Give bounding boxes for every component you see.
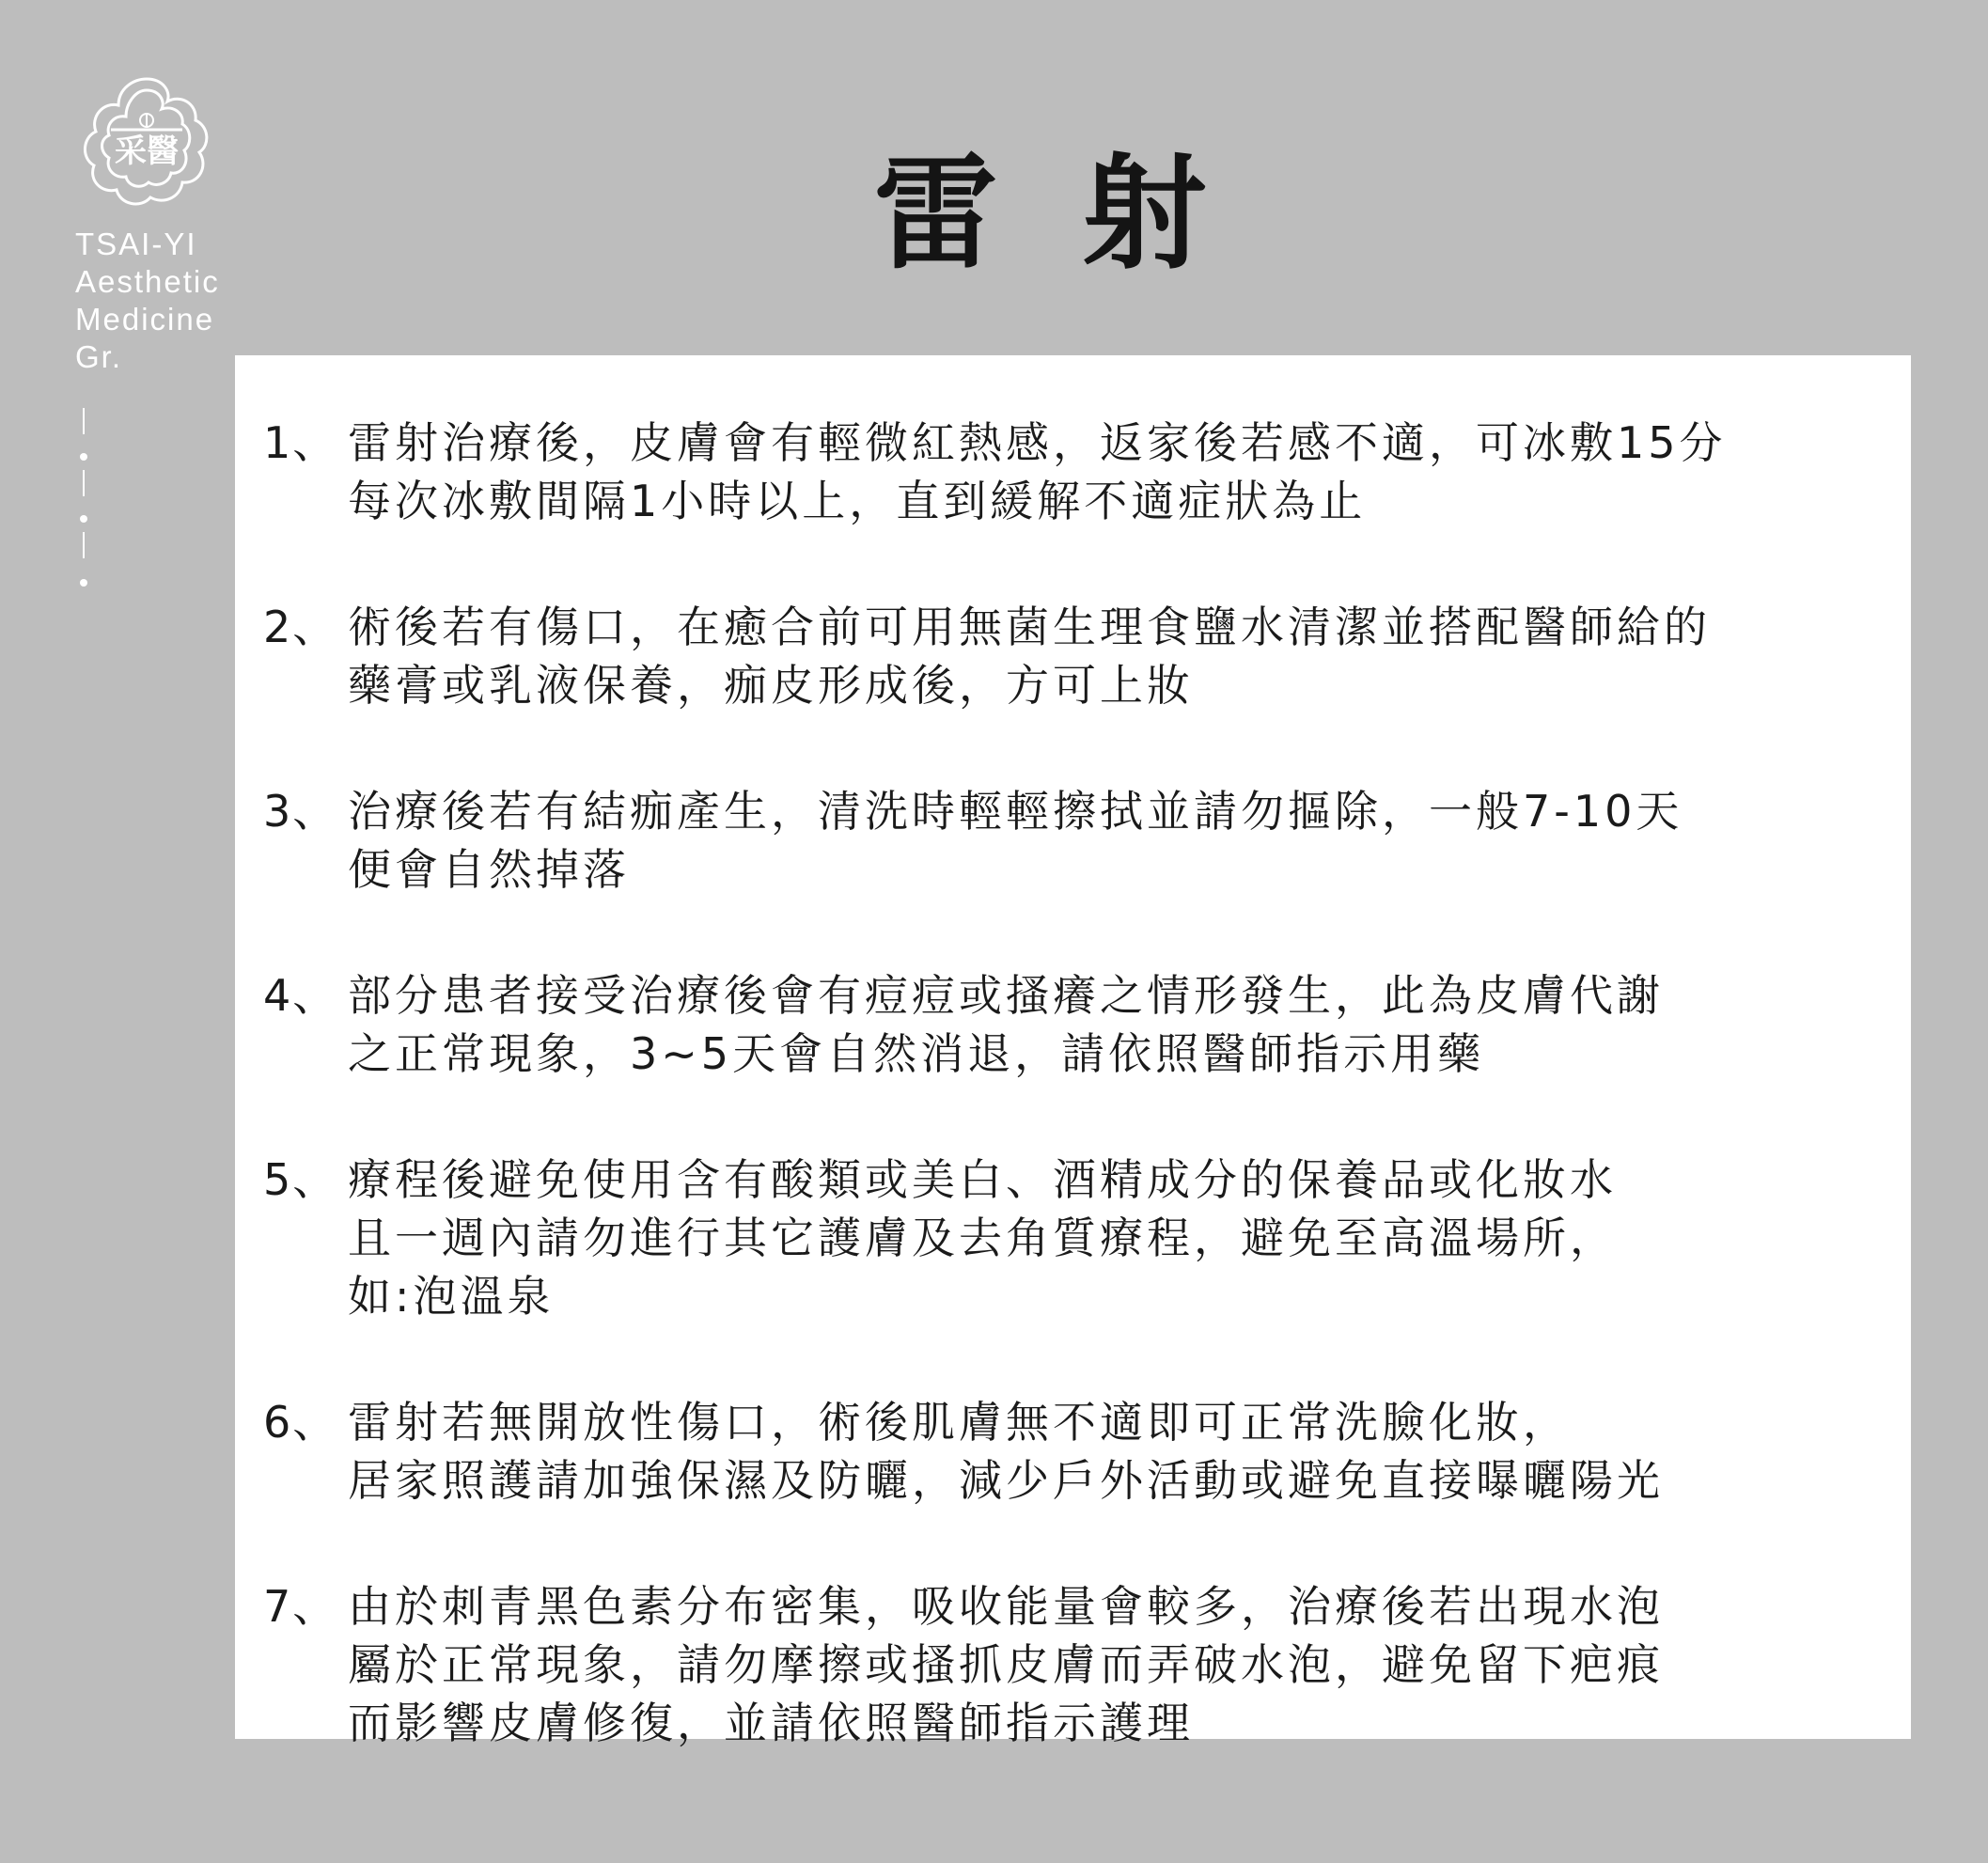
page-title: 雷 射	[873, 142, 1228, 287]
list-item	[263, 1393, 1899, 1510]
item-line: 藥膏或乳液保養，痂皮形成後，方可上妝	[348, 660, 1194, 711]
side-dots-decoration	[79, 408, 88, 596]
item-text	[348, 1393, 1899, 1510]
item-line: 居家照護請加強保濕及防曬，減少戶外活動或避免直接曝曬陽光	[348, 1455, 1664, 1506]
item-text	[348, 598, 1899, 714]
item-number: 7、	[263, 1581, 338, 1632]
brand-line: TSAI-YI	[75, 227, 197, 261]
item-number: 4、	[263, 970, 338, 1021]
item-number: 6、	[263, 1397, 338, 1448]
item-number: 2、	[263, 602, 338, 652]
brand-line: Aesthetic	[75, 264, 220, 299]
item-line: 而影響皮膚修復，並請依照醫師指示護理	[348, 1698, 1194, 1748]
content-panel	[235, 355, 1911, 1748]
item-text	[348, 414, 1899, 530]
list-item	[263, 598, 1899, 714]
item-line: 且一週內請勿進行其它護膚及去角質療程，避免至高溫場所，	[348, 1213, 1617, 1263]
list-item	[263, 414, 1899, 530]
care-instructions-list	[263, 414, 1899, 1820]
item-text	[348, 1151, 1899, 1325]
brand-line: Gr.	[75, 339, 123, 374]
item-line: 屬於正常現象，請勿摩擦或搔抓皮膚而弄破水泡，避免留下疤痕	[348, 1639, 1664, 1690]
item-text	[348, 1577, 1899, 1752]
item-text	[348, 782, 1899, 899]
list-item	[263, 782, 1899, 899]
item-number: 1、	[263, 417, 338, 468]
item-line: 術後若有傷口，在癒合前可用無菌生理食鹽水清潔並搭配醫師給的	[348, 602, 1711, 652]
item-line: 部分患者接受治療後會有痘痘或搔癢之情形發生，此為皮膚代謝	[348, 970, 1664, 1021]
item-number: 3、	[263, 786, 338, 837]
item-text	[348, 966, 1899, 1083]
item-line: 便會自然掉落	[348, 844, 630, 895]
item-line: 由於刺青黑色素分布密集，吸收能量會較多，治療後若出現水泡	[348, 1581, 1664, 1632]
item-line: 雷射治療後，皮膚會有輕微紅熱感，返家後若感不適，可冰敷15分	[348, 417, 1727, 468]
list-item	[263, 1577, 1899, 1752]
item-line: 雷射若無開放性傷口，術後肌膚無不適即可正常洗臉化妝，	[348, 1397, 1570, 1448]
logo-text: 采醫	[115, 133, 179, 170]
list-item	[263, 1151, 1899, 1325]
item-line: 療程後避免使用含有酸類或美白、酒精成分的保養品或化妝水	[348, 1154, 1617, 1205]
item-line: 治療後若有結痂產生，清洗時輕輕擦拭並請勿摳除，一般7-10天	[348, 786, 1683, 837]
brand-line: Medicine	[75, 302, 215, 337]
list-item	[263, 966, 1899, 1083]
item-line: 每次冰敷間隔1小時以上，直到緩解不適症狀為止	[348, 476, 1367, 526]
item-number: 5、	[263, 1154, 338, 1205]
item-line: 如:泡溫泉	[348, 1271, 555, 1322]
item-line: 之正常現象，3~5天會自然消退，請依照醫師指示用藥	[348, 1028, 1485, 1079]
